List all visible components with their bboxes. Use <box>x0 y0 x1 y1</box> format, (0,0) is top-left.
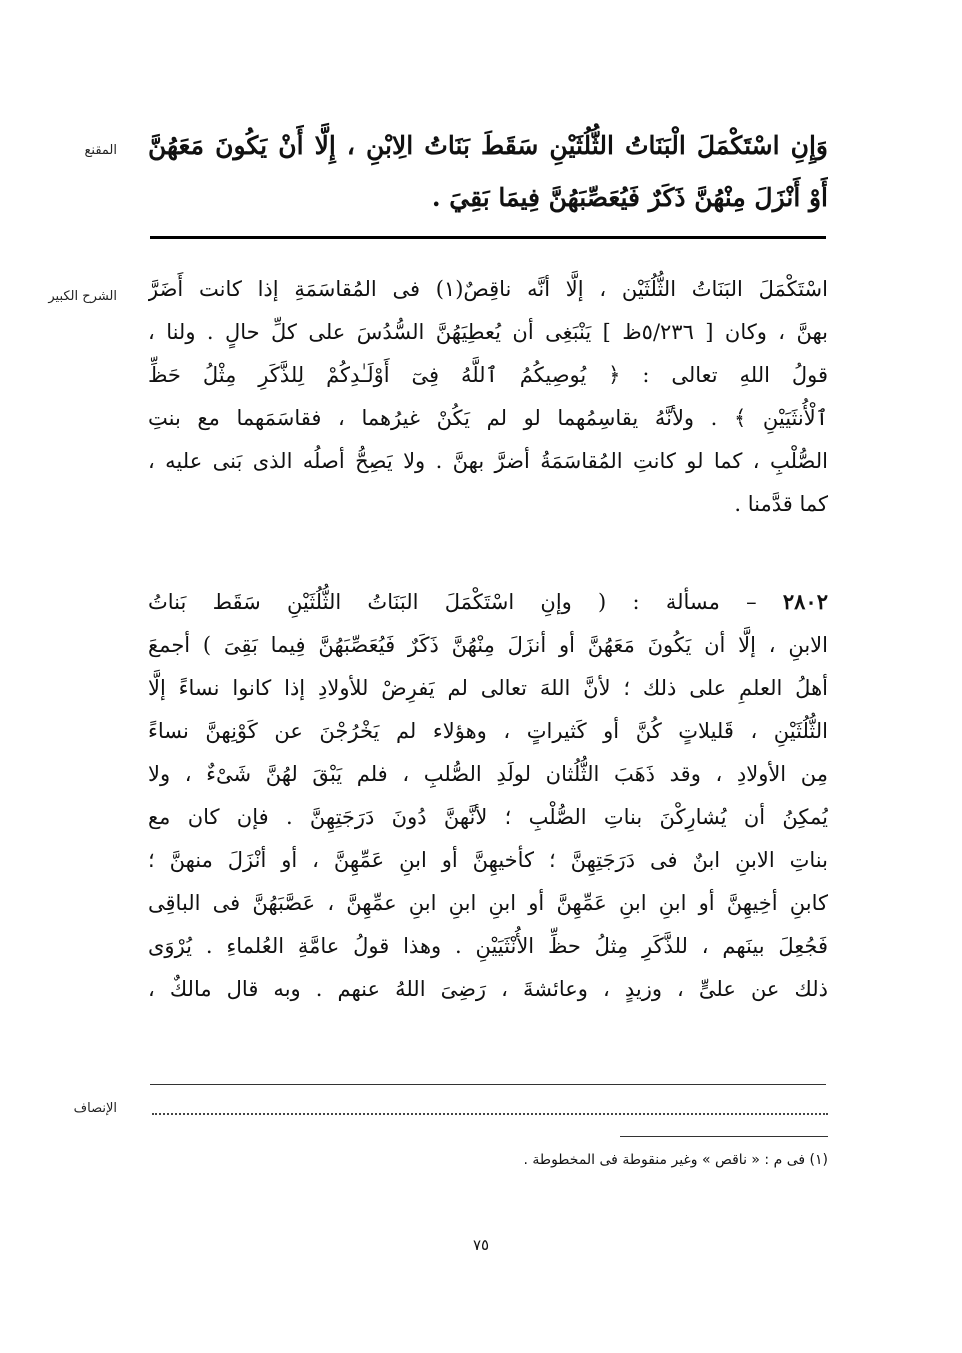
masala-line <box>148 580 828 624</box>
footnote: (١) فى م : « ناقص » وغير منقوطة فى المخطوطة . <box>523 1152 828 1168</box>
masala-line: كابنِ أخِيهِنَّ أو ابنِ ابنِ عَمِّهِنَّ أو ابنِ ابنِ ابنِ عمِّهِنَّ ، عَصَّبَهُنَّ فى الباقِى <box>148 891 828 915</box>
masala-line: ذلك عن علىٍّ ، وزيدٍ ، وعائشةَ ، رَضِىَ اللهُ عنهم . وبه قال مالكٌ ، <box>148 977 828 1001</box>
section-divider <box>150 236 826 239</box>
side-label-sharh: الشرح الكبير <box>48 289 117 304</box>
masala-line-text: – مسألة : ( وإنِ اسْتَكْمَلَ البَنَاتُ الثُّلُثَيْنِ سَقَط بَناتُ <box>148 590 757 614</box>
sharh-text <box>148 268 828 526</box>
sharh-line: قولُ اللهِ تعالى : ﴿ يُوصِيكُمُ ٱللَّهُ فِىٓ أَوْلَـٰدِكُمْ لِلذَّكَرِ مِثْلُ حَظِّ <box>148 363 828 387</box>
sharh-line: بهنَّ ، وكان [ ٥/٢٣٦ظ ] يَنْبَغِى أن يُعطِيَهُنَّ السُّدُسَ على كلِّ حالٍ . ولنا ، <box>148 320 828 344</box>
muqni-line: وَإِنِ اسْتَكْمَلَ الْبَنَاتُ الثُّلُثَيْنِ سَقَطَ بَنَاتُ الِابْنِ ، إِلَّا أَنْ يَكُونَ مَعَهُنَّ <box>148 131 828 160</box>
page-number: ٧٥ <box>472 1236 490 1254</box>
masala-line: بناتِ الابنِ ابنٌ فى دَرَجَتِهِنَّ ؛ كأخيهِنَّ أو ابنِ عَمِّهِنَّ ، أو أنْزَلَ منهنَّ ؛ <box>148 848 828 872</box>
side-label-insaf: الإنصاف <box>73 1101 117 1116</box>
sharh-line: اسْتَكْمَلَ البَنَاتُ الثُّلُثَيْن ، إلَّا أنَّه ناقِصٌ(١) فى المُقاسَمَةِ إذا كانت أَضَرَّ <box>148 277 828 301</box>
masala-number: ٢٨٠٢ <box>782 589 828 614</box>
sharh-line: كما قدَّمنا . <box>734 492 828 516</box>
muqni-text <box>148 120 828 224</box>
masala-line: فَجُعِلَ بينَهم ، للذَّكَرِ مِثلُ حظِّ الأُنْثَيَيْنِ . وهذا قولُ عامَّةِ العُلماءِ . يُرْوَى <box>148 934 828 958</box>
masala-line: الثُّلُثَيْنِ ، قَليلاتٍ كُنَّ أو كَثيراتٍ ، وهؤلاء لم يَخْرُجْنَ عن كَوْنِهنَّ نساءً <box>148 719 828 743</box>
muqni-line: أَوْ أَنْزَلَ مِنْهُنَّ ذَكَرٌ فَيُعَصِّبَهُنَّ فِيمَا بَقِيَ . <box>431 183 828 212</box>
insaf-dotted-line <box>152 1113 828 1115</box>
footnote-rule <box>620 1136 828 1137</box>
masala-text <box>148 580 828 1011</box>
masala-line: أهلُ العلمِ على ذلك ؛ لأنَّ اللهَ تعالى لم يَفرِضْ للأولادِ إذا كانوا نساءً إلَّا <box>148 676 828 700</box>
sharh-line: ٱلْأُنثَيَيْنِ ﴾ . ولأنَّهُ يقاسِمُهما لو لم يَكُنْ غيرُهما ، فقاسَمَهما مع بنتِ <box>148 406 828 430</box>
sharh-line: الصُّلْبِ ، كما لو كانتِ المُقاسَمَةُ أضرَّ بهنَّ . ولا يَصِحُّ أصلُه الذى بَنى عليه ، <box>148 449 828 473</box>
masala-line: يُمكِنُ أن يُشارِكْنَ بناتِ الصُّلْبِ ؛ لأنَّهنَّ دُونَ دَرَجَتِهِنَّ . فإن كان مع <box>148 805 828 829</box>
side-label-muqni: المقنع <box>84 143 117 158</box>
masala-line: مِن الأولادِ ، وقد ذَهَبَ الثُّلُثان لولَدِ الصُّلبِ ، فلم يَبْقَ لهُنَّ شَىْءٌ ، ولا <box>148 762 828 786</box>
masala-line: الابنِ ، إلَّا أن يَكُونَ مَعَهُنَّ أو أنزَلَ مِنْهُنَّ ذَكَرٌ فَيُعَصِّبَهُنَّ فِيما بَقِىَ ) أجمعَ <box>148 633 828 657</box>
insaf-top-rule <box>150 1084 826 1085</box>
